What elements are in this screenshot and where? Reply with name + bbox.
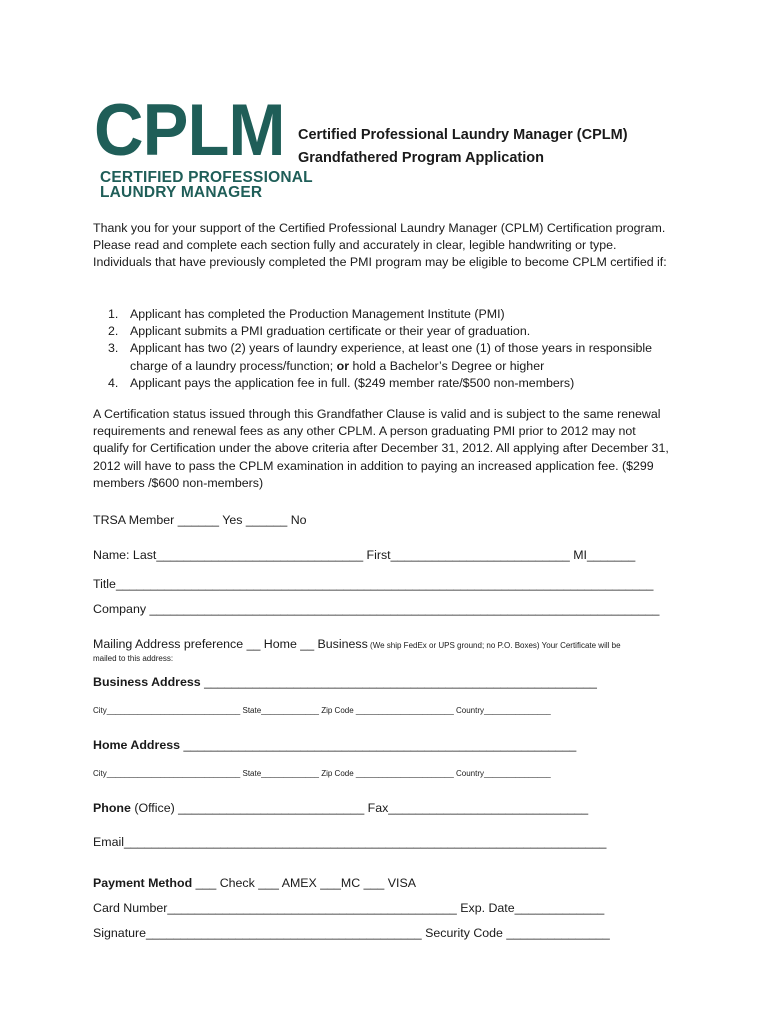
- list-text-b: hold a Bachelor’s Degree or higher: [349, 358, 545, 373]
- business-address-label: Business Address: [93, 675, 201, 689]
- list-text-a: Applicant has two (2) years of laundry experience, at least one (1) of those years in responsible charge of a laundry process/function;: [130, 341, 653, 373]
- business-address-line: _________________________________________________________: [200, 675, 597, 689]
- list-number: 2.: [108, 324, 119, 339]
- grandfather-paragraph: A Certification status issued through this Grandfather Clause is valid and is subject to the same renewal requirements and renewal fees as any other CPLM. A person graduating PMI prior to 2012 may not qualify for Certification under the above criteria after December 31, 2012. All applying after December 31, 2012 will have to pass the CPLM examination in addition to paying an increased application fee. ($299 members /$600 non-members): [93, 407, 669, 490]
- list-item: [93, 375, 683, 392]
- list-text: [130, 340, 683, 374]
- logo-line-1: CERTIFIED PROFESSIONAL: [100, 169, 313, 186]
- list-text: Applicant has completed the Production Management Institute (PMI): [130, 307, 505, 321]
- list-text: Applicant pays the application fee in full. ($249 member rate/$500 non-members): [130, 375, 575, 390]
- trsa-member-field[interactable]: TRSA Member ______ Yes ______ No: [93, 513, 307, 527]
- title-field[interactable]: Title______________________________________________________________________________: [93, 577, 654, 591]
- business-city-state-zip-field[interactable]: City______________________________ State_____________ Zip Code ______________________ Country_______________: [93, 706, 551, 715]
- list-number: 3.: [108, 341, 119, 356]
- company-field[interactable]: Company __________________________________________________________________________: [93, 602, 660, 616]
- mailing-preference-field[interactable]: [93, 636, 621, 652]
- intro-paragraph: Thank you for your support of the Certified Professional Laundry Manager (CPLM) Certification program. Please read and complete each section fully and accurately in clear, legible handwriting or type. Individuals that have previously completed the PMI program may be eligible to become CPLM certified if:: [93, 221, 667, 270]
- home-city-state-zip-field[interactable]: City______________________________ State_____________ Zip Code ______________________ Country_______________: [93, 769, 551, 778]
- cplm-logo: [94, 90, 313, 201]
- phone-fax-field[interactable]: [93, 800, 588, 816]
- mailing-note: (We ship FedEx or UPS ground; no P.O. Boxes) Your Certificate will be: [367, 641, 621, 650]
- list-item: [93, 340, 683, 374]
- list-item: [93, 306, 683, 323]
- payment-method-options: ___ Check ___ AMEX ___MC ___ VISA: [192, 876, 416, 890]
- phone-label: Phone: [93, 801, 131, 815]
- logo-acronym: CPLM: [94, 90, 285, 171]
- card-number-field[interactable]: Card Number__________________________________________ Exp. Date_____________: [93, 901, 605, 915]
- logo-line-2: LAUNDRY MANAGER: [100, 184, 263, 201]
- criteria-list: [93, 306, 683, 392]
- mailing-note-2: mailed to this address:: [93, 654, 174, 663]
- signature-field[interactable]: Signature________________________________________ Security Code _______________: [93, 926, 610, 940]
- list-text-bold: or: [336, 358, 350, 373]
- home-address-field[interactable]: [93, 737, 576, 753]
- phone-fax-line: (Office) ___________________________ Fax_____________________________: [130, 801, 589, 815]
- list-number: 1.: [108, 307, 119, 321]
- title-line-2: Grandfathered Program Application: [298, 150, 544, 166]
- name-field[interactable]: Name: Last______________________________ First__________________________ MI_______: [93, 548, 636, 562]
- mailing-preference-label: Mailing Address preference __ Home __ Business: [93, 637, 368, 651]
- home-address-label: Home Address: [93, 738, 180, 752]
- list-text: Applicant submits a PMI graduation certificate or their year of graduation.: [130, 324, 531, 339]
- title-line-1: Certified Professional Laundry Manager (CPLM): [298, 127, 628, 143]
- home-address-line: _________________________________________________________: [180, 738, 577, 752]
- list-number: 4.: [108, 375, 119, 390]
- business-address-field[interactable]: [93, 674, 597, 690]
- payment-method-label: Payment Method: [93, 876, 193, 890]
- page-title: [298, 124, 628, 170]
- payment-method-field[interactable]: [93, 875, 416, 891]
- email-field[interactable]: Email______________________________________________________________________: [93, 835, 607, 849]
- list-item: [93, 323, 683, 340]
